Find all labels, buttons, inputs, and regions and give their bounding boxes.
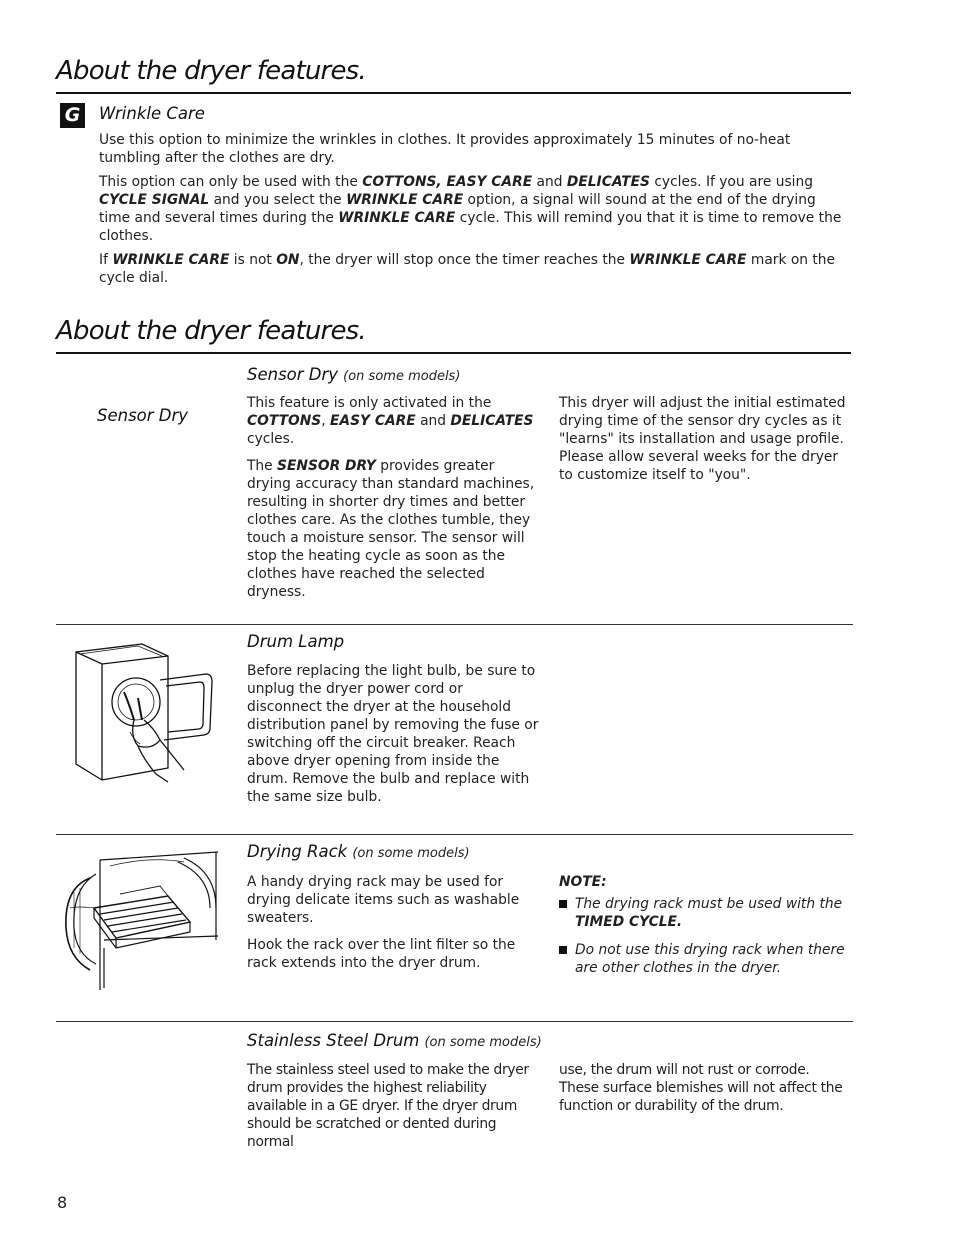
wrinkle-care-p2: This option can only be used with the COTTONS, EASY CARE and DELICATES cycles. If you are using CYCLE SIGNAL and you select the WRINKLE CARE option, a signal will sound at the end of the drying time and several times during the WRINKLE CARE cycle. This will remind you that it is time to remove the clothes.: [99, 174, 842, 244]
stainless-left: The stainless steel used to make the dryer drum provides the highest reliability available in a GE dryer. If the dryer drum should be scratched or dented during normal: [247, 1062, 529, 1150]
note-bullet-1: The drying rack must be used with the TIMED CYCLE.: [559, 895, 849, 931]
stainless-heading: [247, 1031, 542, 1050]
stainless-right: use, the drum will not rust or corrode. These surface blemishes will not affect the function or durability of the drum.: [559, 1062, 843, 1114]
wrinkle-care-title: Wrinkle Care: [99, 104, 205, 123]
drying-rack-p2: Hook the rack over the lint filter so the rack extends into the dryer drum.: [247, 937, 516, 971]
sensor-dry-heading: [247, 365, 460, 384]
note-label: NOTE:: [559, 874, 607, 890]
stainless-tag: (on some models): [424, 1035, 542, 1050]
drying-rack-illustration: [60, 848, 220, 993]
drying-rack-title: Drying Rack: [247, 842, 348, 861]
stainless-title: Stainless Steel Drum: [247, 1031, 420, 1050]
sensor-dry-right: This dryer will adjust the initial estimated drying time of the sensor dry cycles as it "learns" its installation and usage profile. Please allow several weeks for the dryer to customize itself to "you".: [559, 395, 846, 483]
heading-rule-2: [56, 352, 851, 354]
drying-rack-note: [559, 873, 849, 977]
sensor-dry-tag: (on some models): [343, 369, 461, 384]
divider-3: [56, 1021, 853, 1022]
drum-lamp-title: Drum Lamp: [247, 632, 345, 651]
wrinkle-care-p1: Use this option to minimize the wrinkles in clothes. It provides approximately 15 minutes of no-heat tumbling after the clothes are dry.: [99, 132, 791, 166]
sensor-dry-title: Sensor Dry: [247, 365, 339, 384]
page-heading-2: About the dryer features.: [56, 316, 366, 346]
drum-lamp-body: Before replacing the light bulb, be sure to unplug the dryer power cord or disconnect the dryer at the household distribution panel by removing the fuse or switching off the circuit breaker. Reach above dryer opening from inside the drum. Remove the bulb and replace with the same size bulb.: [247, 663, 539, 805]
heading-rule: [56, 92, 851, 94]
sensor-dry-left: [247, 394, 539, 601]
bullet-square-icon: [559, 946, 567, 954]
sensor-dry-side-label: Sensor Dry: [97, 406, 189, 425]
divider-1: [56, 624, 853, 625]
sensor-dry-p1: This feature is only activated in the COTTONS, EASY CARE and DELICATES cycles.: [247, 395, 534, 447]
drying-rack-tag: (on some models): [352, 846, 470, 861]
drying-rack-left: [247, 873, 547, 972]
page-heading: About the dryer features.: [56, 56, 366, 86]
drying-rack-heading: [247, 842, 470, 861]
wrinkle-care-body: [99, 131, 851, 287]
note-bullet-2: Do not use this drying rack when there are other clothes in the dryer.: [559, 941, 849, 977]
wrinkle-care-p3: If WRINKLE CARE is not ON, the dryer will stop once the timer reaches the WRINKLE CARE mark on the cycle dial.: [99, 252, 836, 286]
drying-rack-p1: A handy drying rack may be used for drying delicate items such as washable sweaters.: [247, 874, 520, 926]
bullet-square-icon: [559, 900, 567, 908]
divider-2: [56, 834, 853, 835]
drum-lamp-illustration: [72, 640, 217, 785]
sensor-dry-p2: The SENSOR DRY provides greater drying accuracy than standard machines, resulting in shorter dry times and better clothes care. As the clothes tumble, they touch a moisture sensor. The sensor will stop the heating cycle as soon as the clothes have reached the selected dryness.: [247, 458, 535, 600]
section-marker: G: [60, 103, 85, 128]
page-number: 8: [57, 1193, 68, 1212]
